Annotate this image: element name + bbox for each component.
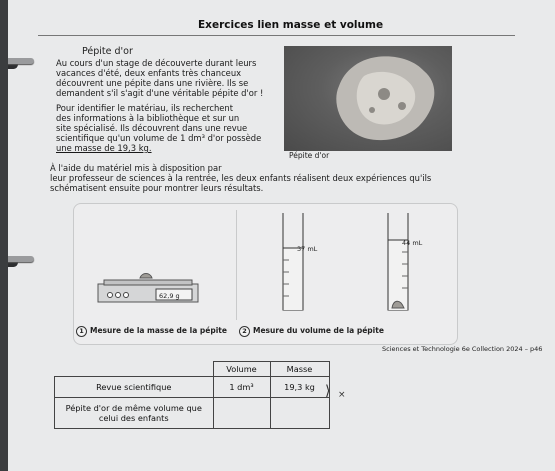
text-line: vacances d'été, deux enfants très chanceux <box>56 68 242 78</box>
table-row <box>55 377 330 398</box>
text-line: site spécialisé. Ils découvrent dans une revue <box>56 123 248 133</box>
scale-display: 62,9 g <box>159 292 180 300</box>
worksheet-page <box>8 0 555 471</box>
paragraph-intro <box>56 58 263 98</box>
cell-masse[interactable] <box>270 398 329 429</box>
photo-caption: Pépite d'or <box>289 151 330 160</box>
cell-volume: 1 dm³ <box>213 377 270 398</box>
experiment-2-label <box>239 326 384 337</box>
text-line: Pour identifier le matériau, ils recherchent <box>56 103 234 113</box>
cell-masse: 19,3 kg <box>270 377 329 398</box>
cell-volume[interactable] <box>213 398 270 429</box>
text-line: découvrent une pépite dans une rivière. Ils se <box>56 78 249 88</box>
paragraph-experiment <box>50 163 431 193</box>
table-row <box>55 398 330 429</box>
proportion-bracket: ⟩ <box>325 383 331 399</box>
text-line: Au cours d'un stage de découverte durant leurs <box>56 58 257 68</box>
page-title: Exercices lien masse et volume <box>198 19 384 31</box>
column-header-masse: Masse <box>270 362 329 377</box>
multiply-operator: × <box>338 390 346 400</box>
column-header-volume: Volume <box>213 362 270 377</box>
cylinder-1 <box>273 210 313 315</box>
paragraph-research <box>56 103 261 153</box>
text-line: des informations à la bibliothèque et sur un <box>56 113 240 123</box>
binder-ring <box>8 256 34 262</box>
text-line: leur professeur de sciences à la rentrée, les deux enfants réalisent deux expériences qu'ils <box>50 173 432 183</box>
table-header-row <box>55 362 330 377</box>
experiment-1-label <box>76 326 227 337</box>
step-number: 1 <box>76 326 87 337</box>
comparison-table <box>54 361 330 429</box>
table-corner <box>55 362 214 377</box>
cylinder-2 <box>378 210 418 315</box>
cylinder-1-reading: 37 mL <box>297 245 318 253</box>
nugget-image <box>284 46 452 151</box>
source-citation: Sciences et Technologie 6e Collection 2024 – p46 <box>382 345 543 353</box>
text-line: À l'aide du matériel mis à disposition par <box>50 163 222 173</box>
step-number: 2 <box>239 326 250 337</box>
text-line: demandent s'il s'agit d'une véritable pépite d'or ! <box>56 88 264 98</box>
row-label: Revue scientifique <box>55 377 214 398</box>
text-line: scientifique qu'un volume de 1 dm³ d'or possède <box>56 133 262 143</box>
header-divider <box>38 35 515 36</box>
row-label: Pépite d'or de même volume que celui des enfants <box>55 398 214 429</box>
nugget-photo <box>284 46 452 151</box>
text-line: une masse de 19,3 kg. <box>56 143 152 153</box>
scale-drawing <box>96 268 206 308</box>
text-line: schématisent ensuite pour montrer leurs résultats. <box>50 183 264 193</box>
experiment-divider <box>236 210 237 320</box>
binder-ring <box>8 58 34 64</box>
experiment-2-text: Mesure du volume de la pépite <box>253 326 384 335</box>
experiment-1-text: Mesure de la masse de la pépite <box>90 326 227 335</box>
cylinder-2-reading: 44 mL <box>402 239 423 247</box>
section-title: Pépite d'or <box>82 46 133 57</box>
